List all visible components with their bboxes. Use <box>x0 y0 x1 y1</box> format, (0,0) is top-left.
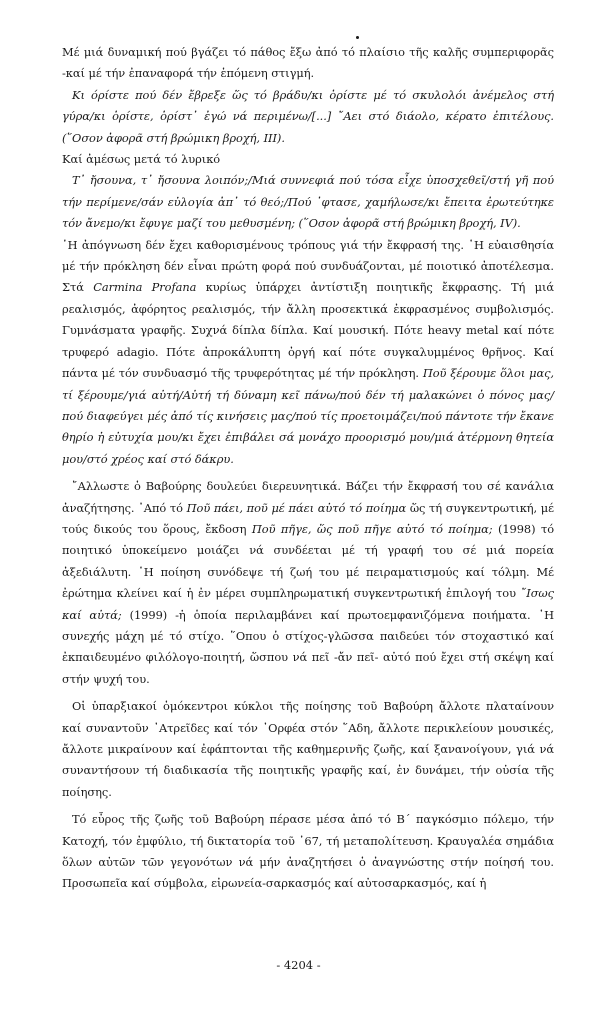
italic-run: Κι όρίστε πού δέν ἔβρεξε ὥς τό βράδυ/κι ὁρίστε μέ τό σκυλολόι ἀνέμελος στή γύρα/κι ὁρίστε, ὁρίστ᾽ ἐγώ νά περιμένω/[...] ῎Αει στό διάολο, κέρατο ἐπιτέλους. (῞Οσον ἀφορᾶ στή βρώμικη βροχή, ΙΙΙ). <box>62 87 554 145</box>
italic-run: Ποῦ ξέρουμε ὅλοι μας, τί ξέρουμε/γιά αὐτή/Αὐτή τή δύναμη κεῖ πάνω/πού δέν τή μαλακώνει ὁ πόνος μας/πού διαφεύγει μές ἀπό τίς κινήσεις μας/πού τίς προετοιμάζει/πού πάντοτε τήν ἔκανε θηρίο ἡ εὐτυχία μου/κι ἔχει ἐπιβάλει σά μονάχο προορισμό μου/μιά ἀτέρμονη θητεία μου/στό χρέος καί στό δάκρυ. <box>62 366 554 466</box>
paragraph <box>62 476 554 690</box>
paragraph <box>62 809 554 895</box>
text-run: κυρίως ὑπάρχει ἀντίστιξη ποιητικῆς ἔκφρασης. Τή μιά ρεαλισμός, ἀφόρητος ρεαλισμός, τήν ἄλλη προσεκτικά ἐκφρασμένος συμβολισμός. Γυμνάσματα γραφῆς. Συχνά δίπλα δίπλα. Καί μουσική. Πότε heavy metal καί πότε τρυφερό adagio. Πότε ἀπροκάλυπτη ὀργή καί πότε συγκαλυμμένος θρῆνος. Καί πάντα μέ τόν συνδυασμό τῆς τρυφερότητας μέ τήν πρόκληση. <box>62 280 555 381</box>
stray-dot-mark <box>356 36 359 39</box>
body-text <box>62 42 554 895</box>
paragraph <box>62 85 554 149</box>
text-run: Οἱ ὑπαρξιακοί ὁμόκεντροι κύκλοι τῆς ποίησης τοῦ Βαβούρη ἄλλοτε πλαταίνουν καί συναντοῦν ᾽Ατρεῖδες καί τόν ᾽Ορφέα στόν ῞Αδη, ἄλλοτε περικλείουν μουσικές, ἄλλοτε μικραίνουν καί ἐφάπτονται τῆς καθημερινῆς ζωῆς, καί ξανανοίγουν, γιά νά συναντήσουν τή διαδικασία τῆς ποιητικῆς γραφῆς καί, ἐν δυνάμει, τήν οὐσία τῆς ποίησης. <box>62 699 554 799</box>
text-run: Μέ μιά δυναμική πού βγάζει τό πάθος ἔξω ἀπό τό πλαίσιο τῆς καλῆς συμπεριφορᾶς -καί μέ τήν ἐπαναφορά τήν ἑπόμενη στιγμή. <box>62 45 554 81</box>
italic-run: Carmina Profana <box>93 280 197 295</box>
paragraph <box>62 235 554 470</box>
text-run: Τό εὖρος τῆς ζωῆς τοῦ Βαβούρη πέρασε μέσα ἀπό τό Β΄ παγκόσμιο πόλεμο, τήν Κατοχή, τόν ἐμφύλιο, τή δικτατορία τοῦ ᾽67, τή μεταπολίτευση. Κραυγαλέα σημάδια ὅλων αὐτῶν τῶν γεγονότων νά μήν ἀναζητήσει ὁ ἀναγνώστης στήν ποίησή του. Προσωπεῖα καί σύμβολα, εἰρωνεία-σαρκασμός καί αὐτοσαρκασμός, καί ἡ <box>62 812 554 891</box>
italic-run: Ποῦ πῆγε, ὥς ποῦ πῆγε αὐτό τό ποίημα; <box>251 521 493 536</box>
paragraph <box>62 170 554 234</box>
paragraph <box>62 42 554 85</box>
text-run: (1998) τό ποιητικό ὑποκείμενο μοιάζει νά συνδέεται μέ τή γραφή του σέ μιά πορεία ἀξεδιάλυτη. ῾Η ποίηση συνόδεψε τή ζωή του μέ πειραματισμούς καί τόλμη. Μέ ἐρώτημα κλείνει καί ἡ ἐν μέρει συμπληρωματική συγκεντρωτική ἐπιλογή του <box>62 521 555 601</box>
italic-run: Τ᾽ ἤσουνα, τ᾽ ἤσουνα λοιπόν;/Μιά συννεφιά πού τόσα εἶχε ὑποσχεθεῖ/στή γῆ πού τήν περίμενε/σάν εὐλογία ἀπ᾽ τό θεό;/Πού ᾽φτασε, χαμήλωσε/κι ἔπειτα ἐρωτεύτηκε τόν ἄνεμο/κι ἔφυγε μαζί του μεθυσμένη; (῞Οσον ἀφορᾶ στή βρώμικη βροχή, IV). <box>62 173 554 231</box>
page-number: - 4204 - <box>276 958 321 972</box>
italic-run: ῎Ισως καί αὐτά; <box>62 586 554 622</box>
text-run: ὥς τή συγκεντρωτική, μέ τούς δικούς του ὅρους, ἔκδοση <box>62 500 554 536</box>
italic-run: Ποῦ πάει, ποῦ μέ πάει αὐτό τό ποίημα <box>186 500 407 515</box>
paragraph <box>62 149 554 170</box>
text-run: Καί ἀμέσως μετά τό λυρικό <box>62 152 221 167</box>
paragraph <box>62 696 554 803</box>
text-run: ῾Η ἀπόγνωση δέν ἔχει καθορισμένους τρόπους γιά τήν ἔκφρασή της. ῾Η εὐαισθησία μέ τήν πρόκληση δέν εἶναι πρώτη φορά πού συνδυάζονται, μέ ποιοτικό ἀποτέλεσμα. Στά <box>62 237 554 295</box>
text-run: ῎Αλλωστε ὁ Βαβούρης δουλεύει διερευνητικά. Βάζει τήν ἔκφρασή του σέ κανάλια ἀναζήτησης. ᾽Από τό <box>62 479 554 515</box>
text-run: (1999) -ἡ ὁποία περιλαμβάνει καί πρωτοεμφανιζόμενα ποιήματα. ῾Η συνεχής μάχη μέ τό στίχο. ῞Οπου ὁ στίχος-γλῶσσα παιδεύει τόν στοχαστικό καί ἐκπαιδευμένο φιλόλογο-ποιητή, ὥσπου νά πεῖ -ἄν πεῖ- αὐτό πού ἔχει στή σκέψη καί στήν ψυχή του. <box>62 607 554 686</box>
